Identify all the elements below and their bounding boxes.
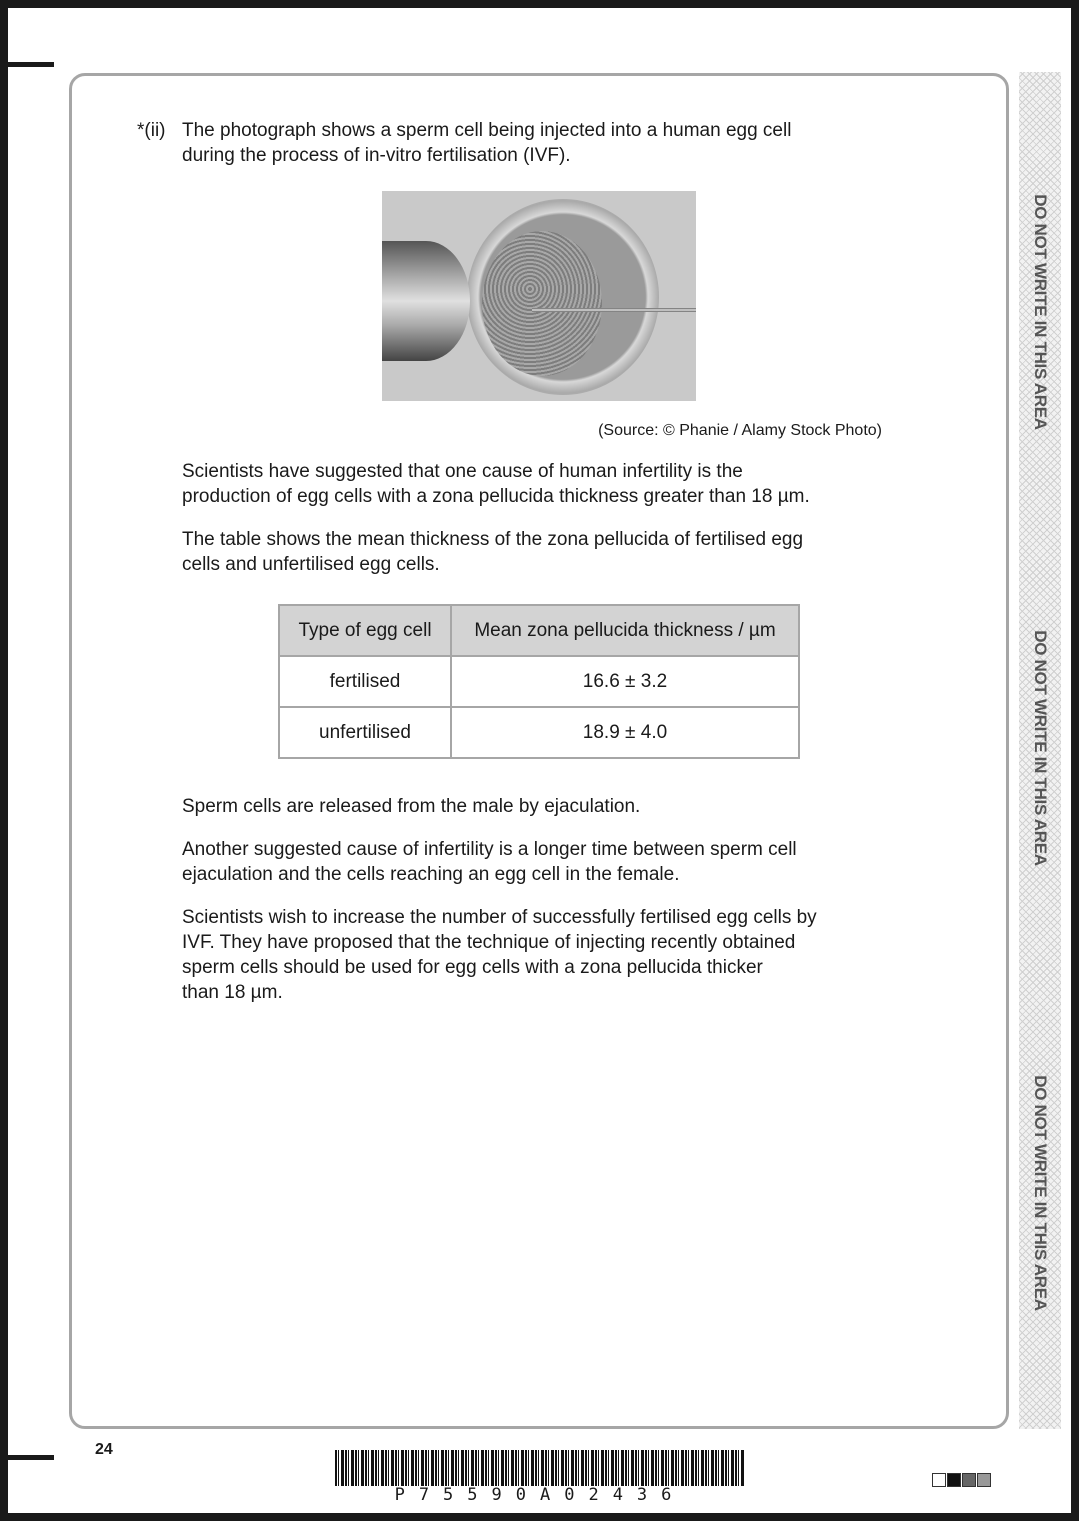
text-line: Sperm cells are released from the male by ejaculation. <box>182 796 641 817</box>
column-header: Type of egg cell <box>279 605 451 656</box>
text-line: IVF. They have proposed that the technique of injecting recently obtained <box>182 932 796 953</box>
table-row <box>279 707 799 758</box>
barcode-text: P75590A02436 <box>394 1485 686 1505</box>
table-header <box>279 605 799 656</box>
text-line: sperm cells should be used for egg cells with a zona pellucida thicker <box>182 957 763 978</box>
text-line: Scientists wish to increase the number of successfully fertilised egg cells by <box>182 907 817 928</box>
registration-mark <box>8 62 54 67</box>
print-square-dark-gray <box>962 1473 976 1487</box>
margin-warning: DO NOT WRITE IN THIS AREA <box>1031 194 1050 430</box>
text-line: ejaculation and the cells reaching an egg cell in the female. <box>182 864 680 885</box>
table-cell: unfertilised <box>279 707 451 758</box>
text-line: Scientists have suggested that one cause of human infertility is the <box>182 461 743 482</box>
question-label: *(ii) <box>137 120 166 141</box>
print-square-gray <box>977 1473 991 1487</box>
text-line: than 18 µm. <box>182 982 283 1003</box>
margin-warning: DO NOT WRITE IN THIS AREA <box>1031 1075 1050 1311</box>
text-line: production of egg cells with a zona pellucida thickness greater than 18 µm. <box>182 486 810 507</box>
paragraph <box>182 459 810 509</box>
print-square-black <box>947 1473 961 1487</box>
injection-needle <box>532 308 696 312</box>
table-row <box>279 656 799 707</box>
table-cell: 18.9 ± 4.0 <box>451 707 799 758</box>
text-line: cells and unfertilised egg cells. <box>182 554 440 575</box>
table-cell: 16.6 ± 3.2 <box>451 656 799 707</box>
holding-pipette <box>382 241 470 361</box>
paragraph <box>182 527 803 577</box>
text-line: Another suggested cause of infertility is a longer time between sperm cell <box>182 839 797 860</box>
ivf-photograph <box>382 191 696 401</box>
question-intro <box>182 118 791 168</box>
paragraph <box>182 905 817 1005</box>
photo-source: (Source: © Phanie / Alamy Stock Photo) <box>598 422 882 439</box>
page-number: 24 <box>95 1441 113 1458</box>
paragraph <box>182 837 797 887</box>
margin-warning: DO NOT WRITE IN THIS AREA <box>1031 630 1050 866</box>
text-line: The table shows the mean thickness of the zona pellucida of fertilised egg <box>182 529 804 550</box>
registration-mark <box>8 1455 54 1460</box>
barcode <box>335 1450 745 1486</box>
print-square-white <box>932 1473 946 1487</box>
text-line: The photograph shows a sperm cell being injected into a human egg cell <box>182 120 792 141</box>
text-line: during the process of in-vitro fertilisation (IVF). <box>182 145 571 166</box>
zona-pellucida-table <box>278 604 800 759</box>
paragraph <box>182 794 640 819</box>
egg-cytoplasm <box>482 231 602 376</box>
column-header: Mean zona pellucida thickness / µm <box>451 605 799 656</box>
table-cell: fertilised <box>279 656 451 707</box>
